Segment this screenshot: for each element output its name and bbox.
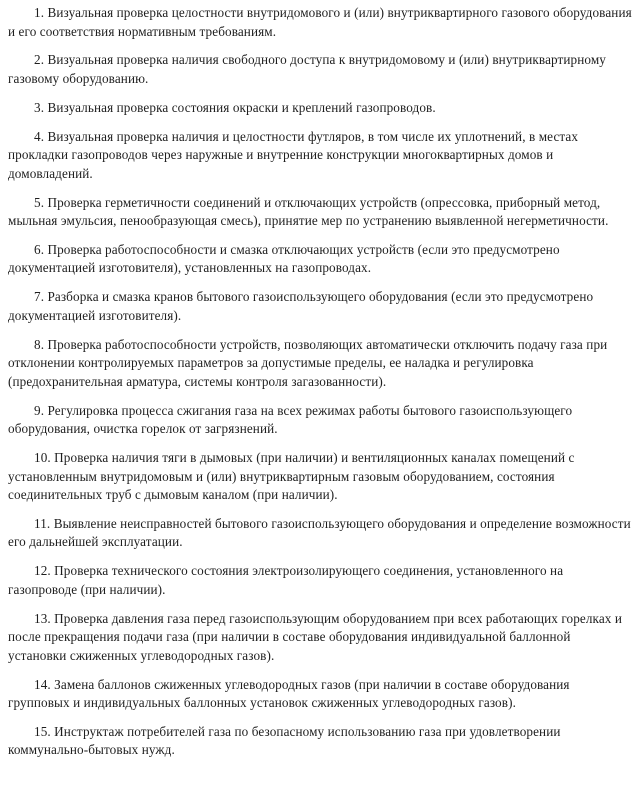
list-item-15: 15. Инструктаж потребителей газа по безопасному использованию газа при удовлетворении коммунально-бытовых нужд.: [8, 723, 561, 758]
list-item-12: 12. Проверка технического состояния электроизолирующего соединения, установленного на газопроводе (при наличии).: [8, 563, 564, 597]
list-item-1: 1. Визуальная проверка целостности внутридомового и (или) внутриквартирного газового оборудования и его соответствия нормативным требованиям.: [8, 5, 632, 39]
list-item-7: 7. Разборка и смазка кранов бытового газоиспользующего оборудования (если это предусмотрено документацией изготовителя).: [8, 289, 594, 323]
list-item-6: 6. Проверка работоспособности и смазка отключающих устройств (если это предусмотрено документацией изготовителя), установленных на газопроводах.: [8, 241, 560, 276]
list-item-9: 9. Регулировка процесса сжигания газа на всех режимах работы бытового газоиспользующего оборудования, очистка горелок от загрязнений.: [8, 402, 573, 437]
list-item-5: 5. Проверка герметичности соединений и отключающих устройств (опрессовка, приборный метод, мыльная эмульсия, пенообразующая смесь), принятие мер по устранению выявленной негерметичности.: [8, 194, 609, 229]
list-item-8: 8. Проверка работоспособности устройств, позволяющих автоматически отключить подачу газа при отклонении контролируемых параметров за допустимые пределы, ее наладка и регулировка (предохранительная арматура, системы контроля загазованности).: [8, 336, 608, 389]
list-item-10: 10. Проверка наличия тяги в дымовых (при наличии) и вентиляционных каналах помещений с установленным внутридомовым и (или) внутриквартирным газовым оборудованием, состояния соединительных труб с дымовым каналом (при наличии).: [8, 450, 575, 503]
list-item-13: 13. Проверка давления газа перед газоиспользующим оборудованием при всех работающих горелках и после прекращения подачи газа (при наличии в составе оборудования индивидуальной баллонной установки сжиженных углеводородных газов).: [8, 610, 623, 663]
list-item-2: 2. Визуальная проверка наличия свободного доступа к внутридомовому и (или) внутриквартирному газовому оборудованию.: [8, 52, 606, 86]
list-item-3: 3. Визуальная проверка состояния окраски и креплений газопроводов.: [34, 99, 436, 115]
list-item-14: 14. Замена баллонов сжиженных углеводородных газов (при наличии в составе оборудования групповых и индивидуальных баллонных установок сжиженных углеводородных газов).: [8, 676, 570, 711]
list-item-11: 11. Выявление неисправностей бытового газоиспользующего оборудования и определение возможности его дальнейшей эксплуатации.: [8, 515, 631, 550]
list-item-4: 4. Визуальная проверка наличия и целостности футляров, в том числе их уплотнений, в местах прокладки газопроводов через наружные и внутренние конструкции многоквартирных домов и домовладений.: [8, 128, 579, 181]
